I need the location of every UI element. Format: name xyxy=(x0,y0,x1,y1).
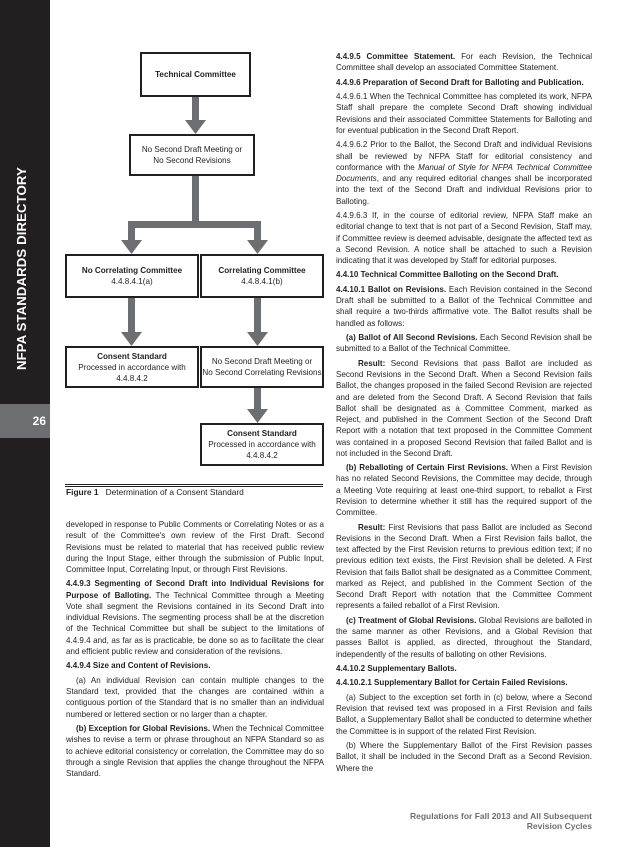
box-no-second-draft xyxy=(129,134,255,176)
arrow-head-1 xyxy=(185,120,206,134)
left-p2-body: The Technical Committee through a Meeting Vote shall segment the Revisions contained in its Second Draft into individual Revisions. The segmenting process shall be at the discretion of the Technical Committee but shall be subject to the limitations of 4.4.9.4 and, as far as is practicable, be done so as to facilitate the clear and efficient public review and consideration of the revisions. xyxy=(66,590,324,656)
box-no-second-corr-line1: No Second Draft Meeting or xyxy=(211,357,313,366)
box-no-correlating-title: No Correlating Committee xyxy=(81,266,183,275)
right-s12-body: Global Revisions are balloted in the same manner as other Revisions, and a Global Revision that passes Ballot is applied, as directed, throughout the Standard, independently of the results of balloting on other Revisions. xyxy=(336,615,592,659)
right-s9-head: Result: xyxy=(358,358,386,368)
page-number: 26 xyxy=(32,414,46,428)
right-s7-head: 4.4.10.1 Ballot on Revisions. xyxy=(336,284,447,294)
right-s9 xyxy=(336,358,592,459)
right-s6 xyxy=(336,269,592,280)
right-s4-ital: Manual of Style for NFPA Technical Committee Documents xyxy=(336,162,592,184)
right-s1-body: For each Revision, the Technical Committee shall develop an associated Committee Statement. xyxy=(336,52,592,73)
figure-rule-top xyxy=(65,484,323,485)
right-s10 xyxy=(336,462,592,518)
right-s12-head: (c) Treatment of Global Revisions. xyxy=(346,615,477,625)
box-correlating-ref: 4.4.8.4.1(b) xyxy=(241,277,283,286)
box-no-second-draft-line2: No Second Revisions xyxy=(153,156,231,165)
left-p5 xyxy=(66,723,324,779)
arrow-shaft-right xyxy=(254,221,261,243)
box-no-second-corr-line2: No Second Correlating Revisions xyxy=(202,368,322,377)
arrow-shaft-2 xyxy=(192,175,199,225)
box-technical-committee-label: Technical Committee xyxy=(155,70,236,79)
left-p2 xyxy=(66,578,324,657)
right-s8-head: (a) Ballot of All Second Revisions. xyxy=(346,333,478,343)
right-s14-head: 4.4.10.2.1 Supplementary Ballot for Certain Failed Revisions. xyxy=(336,678,568,688)
left-p5-head: (b) Exception for Global Revisions. xyxy=(76,724,211,733)
right-s3: 4.4.9.6.1 When the Technical Committee has completed its work, NFPA Staff shall prepare the complete Second Draft showing individual Revisions and their associated Committee Statements for Balloting and for eventual publication in the Second Draft Report. xyxy=(336,92,592,135)
right-s10-head: (b) Reballoting of Certain First Revisions. xyxy=(346,463,509,473)
right-s2 xyxy=(336,77,592,88)
arrow-shaft-nsc xyxy=(254,387,261,412)
box-no-correlating-committee xyxy=(65,254,199,298)
arrow-shaft-nc xyxy=(128,297,135,335)
box-no-second-correlating xyxy=(200,346,324,388)
arrow-shaft-1 xyxy=(192,97,199,123)
right-s4-pre: 4.4.9.6.2 Prior to the Ballot, the Second Draft and individual Revisions shall be reviewed by NFPA Staff for editorial consistency and conformance with the xyxy=(336,140,592,172)
left-p4: (a) An individual Revision can contain multiple changes to the Standard text, provided that the changes are contained within a contiguous portion of the Standard that is no smaller than an individual numbered or lettered section or no larger than a chapter. xyxy=(66,675,324,719)
right-s14 xyxy=(336,677,592,688)
flowchart xyxy=(65,40,325,480)
box-consent-bottom-line2: 4.4.8.4.2 xyxy=(246,451,278,460)
right-s11-body: First Revisions that pass Ballot are included as Second Revisions in the Second Draft. When a First Revision fails ballot, the text affected by the First Revision returns to previous edition text; if no previous edition text exists, the First Revision shall be deleted. A First Revision that fails Ballot shall be designated as a Committee Comment, marked as Reject, and published in the Comment Section of the Second Draft Report with notation that the Committee Comment represents a failed reballot of a First Revision. xyxy=(336,522,592,611)
right-s2-head: 4.4.9.6 Preparation of Second Draft for Balloting and Publication. xyxy=(336,77,584,87)
figure-label: Figure 1 xyxy=(66,487,99,497)
right-s11-head: Result: xyxy=(358,522,386,532)
right-s5: 4.4.9.6.3 If, in the course of editorial review, NFPA Staff make an editorial change to text that is not part of a Second Revision, Staff may, if Committee review is deemed advisable, designate the affected text as a Second Revision. A notice shall be attached to such a Revision indicating that it was developed by Staff for editorial purposes. xyxy=(336,211,592,265)
right-s7-body: Each Revision contained in the Second Draft shall be submitted to a Ballot of the Technical Committee and shall require a two-thirds affirmative vote. The Ballot results shall be handled as follows: xyxy=(336,284,592,328)
right-s13-head: 4.4.10.2 Supplementary Ballots. xyxy=(336,664,457,673)
box-no-correlating-ref: 4.4.8.4.1(a) xyxy=(111,277,153,286)
right-s10-body: When a First Revision has no related Second Revisions, the Committee may decide, through a Meeting Vote requiring at least one-third support, to reballot a First Revision to determine whether it still has the required support of the Committee. xyxy=(336,463,592,518)
figure-caption xyxy=(66,487,244,497)
right-s11 xyxy=(336,522,592,612)
arrow-crossbar xyxy=(128,221,261,228)
box-consent-left-line2: 4.4.8.4.2 xyxy=(116,373,148,383)
left-column xyxy=(66,519,324,782)
right-s13 xyxy=(336,663,592,674)
box-consent-left-title: Consent Standard xyxy=(97,351,167,361)
box-consent-standard-left xyxy=(65,346,199,388)
box-correlating-committee xyxy=(200,254,324,298)
right-s1-head: 4.4.9.5 Committee Statement. xyxy=(336,52,456,61)
right-s12 xyxy=(336,615,592,660)
box-consent-bottom-line1: Processed in accordance with xyxy=(208,440,316,449)
footer-text: Regulations for Fall 2013 and All Subsequent Revision Cycles xyxy=(410,811,592,831)
right-s6-head: 4.4.10 Technical Committee Balloting on the Second Draft. xyxy=(336,270,559,280)
left-p3-head: 4.4.9.4 Size and Content of Revisions. xyxy=(66,661,211,671)
right-s4-post: , and any required editorial changes shall be incorporated into the text of the Second Draft and individual Revisions prior to Balloting. xyxy=(336,174,592,206)
box-consent-standard-bottom xyxy=(200,423,324,466)
right-s16: (b) Where the Supplementary Ballot of the First Revision passes Ballot, it shall be included in the Second Draft as a Second Revision. Where the xyxy=(336,741,592,773)
box-technical-committee xyxy=(140,52,251,97)
left-p3 xyxy=(66,660,324,671)
arrow-shaft-c xyxy=(254,297,261,335)
right-s8-body: Each Second Revision shall be submitted to a Ballot of the Technical Committee. xyxy=(336,333,592,354)
sidebar-title-text: NFPA STANDARDS DIRECTORY xyxy=(14,167,29,370)
box-no-second-draft-line1: No Second Draft Meeting or xyxy=(141,145,243,154)
right-s7 xyxy=(336,284,592,329)
arrow-head-nc xyxy=(121,332,142,346)
right-s9-body: Second Revisions that pass Ballot are included as Second Revisions in the Second Draft. When a Second Revision fails Ballot, the changes proposed in the failed Second Revision are rejected and are deleted from the Second Draft. A Second Revision that fails Ballot shall be designated as a Committee Comment, marked as Reject, and published in the Comment Section of the Second Draft Report with a notation that text proposed in the Committee Comment was contained in a proposed Second Revision that failed Ballot and is not included in the Second Draft. xyxy=(336,358,592,458)
arrow-shaft-left xyxy=(128,221,135,243)
box-consent-bottom-title: Consent Standard xyxy=(227,429,297,438)
left-p2-head: 4.4.9.3 Segmenting of Second Draft into Individual Revisions for Purpose of Balloting. xyxy=(66,579,324,600)
arrow-head-c xyxy=(247,332,268,346)
arrow-head-right xyxy=(247,240,268,254)
right-s1 xyxy=(336,51,592,74)
right-s15: (a) Subject to the exception set forth in (c) below, where a Second Revision that revised text was proposed in a First Revision and fails Ballot, a Supplementary Ballot shall be conducted to determine whether the Committee is in support of the related First Revision. xyxy=(336,692,592,736)
right-s8 xyxy=(336,332,592,355)
box-consent-left-line1: Processed in accordance with xyxy=(78,362,186,372)
right-s4 xyxy=(336,139,592,207)
right-column xyxy=(336,51,592,777)
left-p5-body: When the Technical Committee wishes to revise a term or phrase throughout an NFPA Standard so as to achieve editorial consistency or correlation, the Committee may do so through a single Revision that applies the change throughout the NFPA Standard. xyxy=(66,724,324,778)
arrow-head-left xyxy=(121,240,142,254)
box-correlating-title: Correlating Committee xyxy=(218,266,306,275)
left-p1: developed in response to Public Comments or Correlating Notes or as a result of the Committee's own review of the First Draft. Second Revisions must be related to material that has received public review during the Input Stage, either through the submission of Public Input, Committee Input, Correlating Input, or through First Revisions. xyxy=(66,520,324,574)
arrow-head-nsc xyxy=(247,409,268,423)
figure-caption-text: Determination of a Consent Standard xyxy=(105,487,244,497)
